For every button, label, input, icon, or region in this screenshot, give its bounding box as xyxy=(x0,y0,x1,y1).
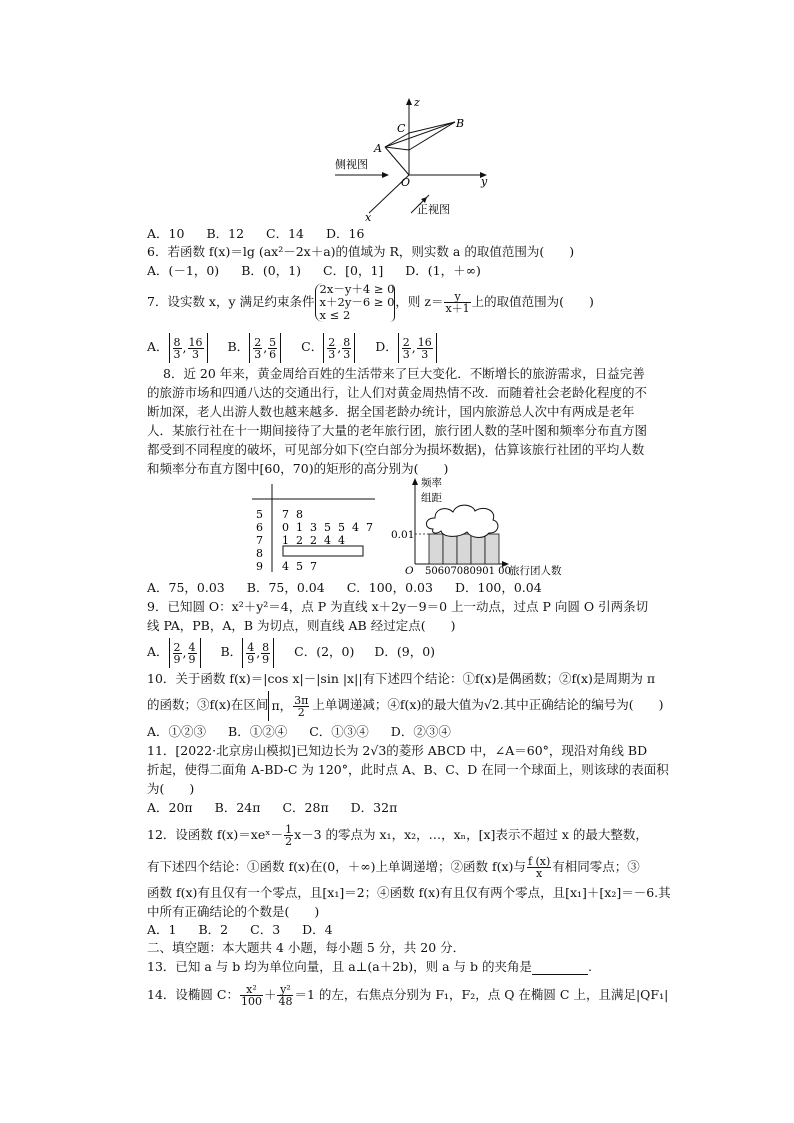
q5-option-d[interactable]: D．16 xyxy=(326,226,365,241)
q8-line-3: 断加深，老人出游人数也越来越多．据全国老龄办统计，国内旅游总人次中有两成是老年 xyxy=(147,404,635,419)
hist-ytick: 0.01 xyxy=(391,529,415,541)
q12-option-b[interactable]: B．2 xyxy=(198,922,229,937)
q6-option-d[interactable]: D．(1，＋∞) xyxy=(405,263,481,278)
hist-ylabel-2: 组距 xyxy=(421,492,442,504)
hist-origin: O xyxy=(405,565,414,577)
front-view-label: 正视图 xyxy=(417,203,450,216)
hist-xlabel: 旅行团人数 xyxy=(509,565,562,577)
q5-option-b[interactable]: B．12 xyxy=(206,226,245,241)
q9-option-d[interactable]: D．(9，0) xyxy=(374,644,436,659)
q12-line-4: 中所有正确结论的个数是( ) xyxy=(147,904,320,919)
q11-option-a[interactable]: A．20π xyxy=(147,800,193,815)
leaves-6: 0 1 3 5 5 4 7 xyxy=(282,521,373,534)
q9-options xyxy=(147,637,435,668)
stem-8: 8 xyxy=(256,547,263,560)
q12-line-2: 有下述四个结论：①函数 f(x)在(0，＋∞)上单调递增；②函数 f(x)与 $\frac{f (x)}{x}$ 有相同零点；③ xyxy=(147,855,640,880)
side-view-label: 侧视图 xyxy=(335,158,368,171)
leaves-9: 4 5 7 xyxy=(282,560,317,573)
stem-7: 7 xyxy=(256,534,263,547)
q9-line-2: 线 PA，PB，A，B 为切点，则直线 AB 经过定点( ) xyxy=(147,618,456,633)
q6-option-c[interactable]: C．[0，1] xyxy=(323,263,384,278)
q8-line-2: 的旅游市场和四通八达的交通出行，让人们对黄金周热情不改．而随着社会老龄化程度的不 xyxy=(147,385,648,400)
q11-line-3: 为( ) xyxy=(147,781,195,796)
q8-line-1: 8．近 20 年来，黄金周给百姓的生活带来了巨大变化．不断增长的旅游需求，日益完善 xyxy=(163,366,645,381)
stem-leaf-plot xyxy=(250,482,380,574)
hist-xticks: 50607080901 00 xyxy=(425,566,511,577)
frequency-histogram xyxy=(385,474,585,578)
q7-option-b[interactable]: B． $\frac{2}{3}$ , $\frac{5}{6}$ xyxy=(228,339,282,354)
coordinate-3d-figure xyxy=(325,95,500,225)
point-a-label: A xyxy=(374,142,382,155)
q10-line-1: 10．关于函数 f(x)＝|cos x|－|sin |x||有下述四个结论：①f(x)是偶函数；②f(x)是周期为 π xyxy=(147,671,656,686)
q9-option-c[interactable]: C．(2，0) xyxy=(294,644,355,659)
q7-option-a[interactable]: A． $\frac{8}{3}$ , $\frac{16}{3}$ xyxy=(147,339,208,354)
q8-option-c[interactable]: C．100，0.03 xyxy=(346,580,433,595)
q6-stem: 6．若函数 f(x)＝lg (ax²－2x＋a)的值域为 R，则实数 a 的取值范围为( ) xyxy=(147,244,575,259)
q6-options xyxy=(147,263,503,279)
q11-line-2: 折起，使得二面角 A-BD-C 为 120°，此时点 A、B、C、D 在同一个球面上，则该球的表面积 xyxy=(147,762,669,777)
q5-options xyxy=(147,226,386,242)
q10-option-a[interactable]: A．①②③ xyxy=(147,724,207,739)
stem-5: 5 xyxy=(256,508,263,521)
q7-option-d[interactable]: D． $\frac{2}{3}$ , $\frac{16}{3}$ xyxy=(375,339,437,354)
q7-stem: 7．设实数 x，y 满足约束条件 2x－y＋4 ≥ 0 x＋2y－6 ≥ 0 x ≤ 2 ，则 z＝ $\frac{y}{x+1}$ 上的取值范围为( ) xyxy=(147,282,594,322)
q12-line-3: 函数 f(x)有且仅有一个零点，且[x₁]＝2；④函数 f(x)有且仅有两个零点，且[x₁]＋[x₂]＝－6.其 xyxy=(147,885,671,900)
axis-z-label: z xyxy=(414,96,420,109)
point-b-label: B xyxy=(456,117,465,130)
axis-y-label: y xyxy=(481,175,488,188)
q8-options xyxy=(147,580,564,596)
q8-option-a[interactable]: A．75，0.03 xyxy=(147,580,225,595)
section-2-heading: 二、填空题：本大题共 4 小题，每小题 5 分，共 20 分． xyxy=(147,940,466,955)
q6-option-a[interactable]: A．(－1，0) xyxy=(147,263,220,278)
q5-option-c[interactable]: C．14 xyxy=(266,226,305,241)
q7-option-c[interactable]: C． $\frac{2}{3}$ , $\frac{8}{3}$ xyxy=(301,339,355,354)
q11-option-c[interactable]: C．28π xyxy=(282,800,329,815)
q7-options xyxy=(147,332,437,363)
q10-option-b[interactable]: B．①②④ xyxy=(228,724,288,739)
q5-option-a[interactable]: A．10 xyxy=(147,226,185,241)
axis-x-label: x xyxy=(365,211,372,224)
q10-options xyxy=(147,724,473,740)
hist-ylabel-1: 频率 xyxy=(421,477,442,489)
q13-answer-blank[interactable] xyxy=(532,962,588,975)
q8-line-4: 人．某旅行社在十一期间接待了大量的老年旅行团，旅行团人数的茎叶图和频率分布直方图 xyxy=(147,423,648,438)
q10-option-c[interactable]: C．①③④ xyxy=(309,724,369,739)
point-c-label: C xyxy=(397,122,406,135)
q9-option-a[interactable]: A． $\frac{2}{9}$ , $\frac{4}{9}$ xyxy=(147,644,201,659)
q8-line-5: 都受到不同程度的破坏，可见部分如下(空白部分为损坏数据)，估算该旅行社团的平均人数 xyxy=(147,442,645,457)
q8-line-6: 和频率分布直方图中[60，70)的矩形的高分别为( ) xyxy=(147,461,449,476)
leaves-7: 1 2 2 4 4 xyxy=(282,534,345,547)
q11-option-d[interactable]: D．32π xyxy=(350,800,398,815)
stem-9: 9 xyxy=(256,560,263,573)
q11-option-b[interactable]: B．24π xyxy=(214,800,261,815)
origin-label: O xyxy=(401,176,411,189)
q9-line-1: 9．已知圆 O：x²＋y²＝4，点 P 为直线 x＋2y－9＝0 上一动点，过点 P 向圆 O 引两条切 xyxy=(147,599,649,614)
q12-option-d[interactable]: D．4 xyxy=(302,922,333,937)
stem-6: 6 xyxy=(256,521,263,534)
q14-stem: 14．设椭圆 C： $\frac{\text{x²}}{100}$ ＋ $\frac{\text{y²}}{48}$ ＝1 的左，右焦点分别为 F₁，F₂，点 Q 在椭圆 C 上，且满足|QF₁| xyxy=(147,983,669,1008)
leaves-5: 7 8 xyxy=(282,508,303,521)
q8-option-d[interactable]: D．100，0.04 xyxy=(454,580,542,595)
q12-line-1: 12．设函数 f(x)＝xeˣ－ $\frac{1}{2}$ x－3 的零点为 x₁，x₂，…，xₙ，[x]表示不超过 x 的最大整数， xyxy=(147,823,648,848)
q7-constraints: 2x－y＋4 ≥ 0 x＋2y－6 ≥ 0 x ≤ 2 xyxy=(315,283,395,322)
q6-option-b[interactable]: B．(0，1) xyxy=(241,263,302,278)
q11-options xyxy=(147,800,419,816)
q12-option-a[interactable]: A．1 xyxy=(147,922,177,937)
q12-option-c[interactable]: C．3 xyxy=(250,922,281,937)
q10-option-d[interactable]: D．②③④ xyxy=(390,724,451,739)
q11-line-1: 11．[2022·北京房山模拟]已知边长为 2√3的菱形 ABCD 中，∠A＝60°，现沿对角线 BD xyxy=(147,743,648,758)
q13-stem: 13．已知 a 与 b 均为单位向量，且 a⊥(a＋2b)，则 a 与 b 的夹角是 . xyxy=(147,959,592,974)
q8-option-b[interactable]: B．75，0.04 xyxy=(246,580,325,595)
q9-option-b[interactable]: B． $\frac{4}{9}$ , $\frac{8}{9}$ xyxy=(221,644,275,659)
q12-options xyxy=(147,922,355,938)
q10-line-2: 的函数；③f(x)在区间 π， $\frac{3\pi}{2}$ 上单调递减；④f(x)的最大值为√2.其中正确结论的编号为( ) xyxy=(147,690,663,721)
